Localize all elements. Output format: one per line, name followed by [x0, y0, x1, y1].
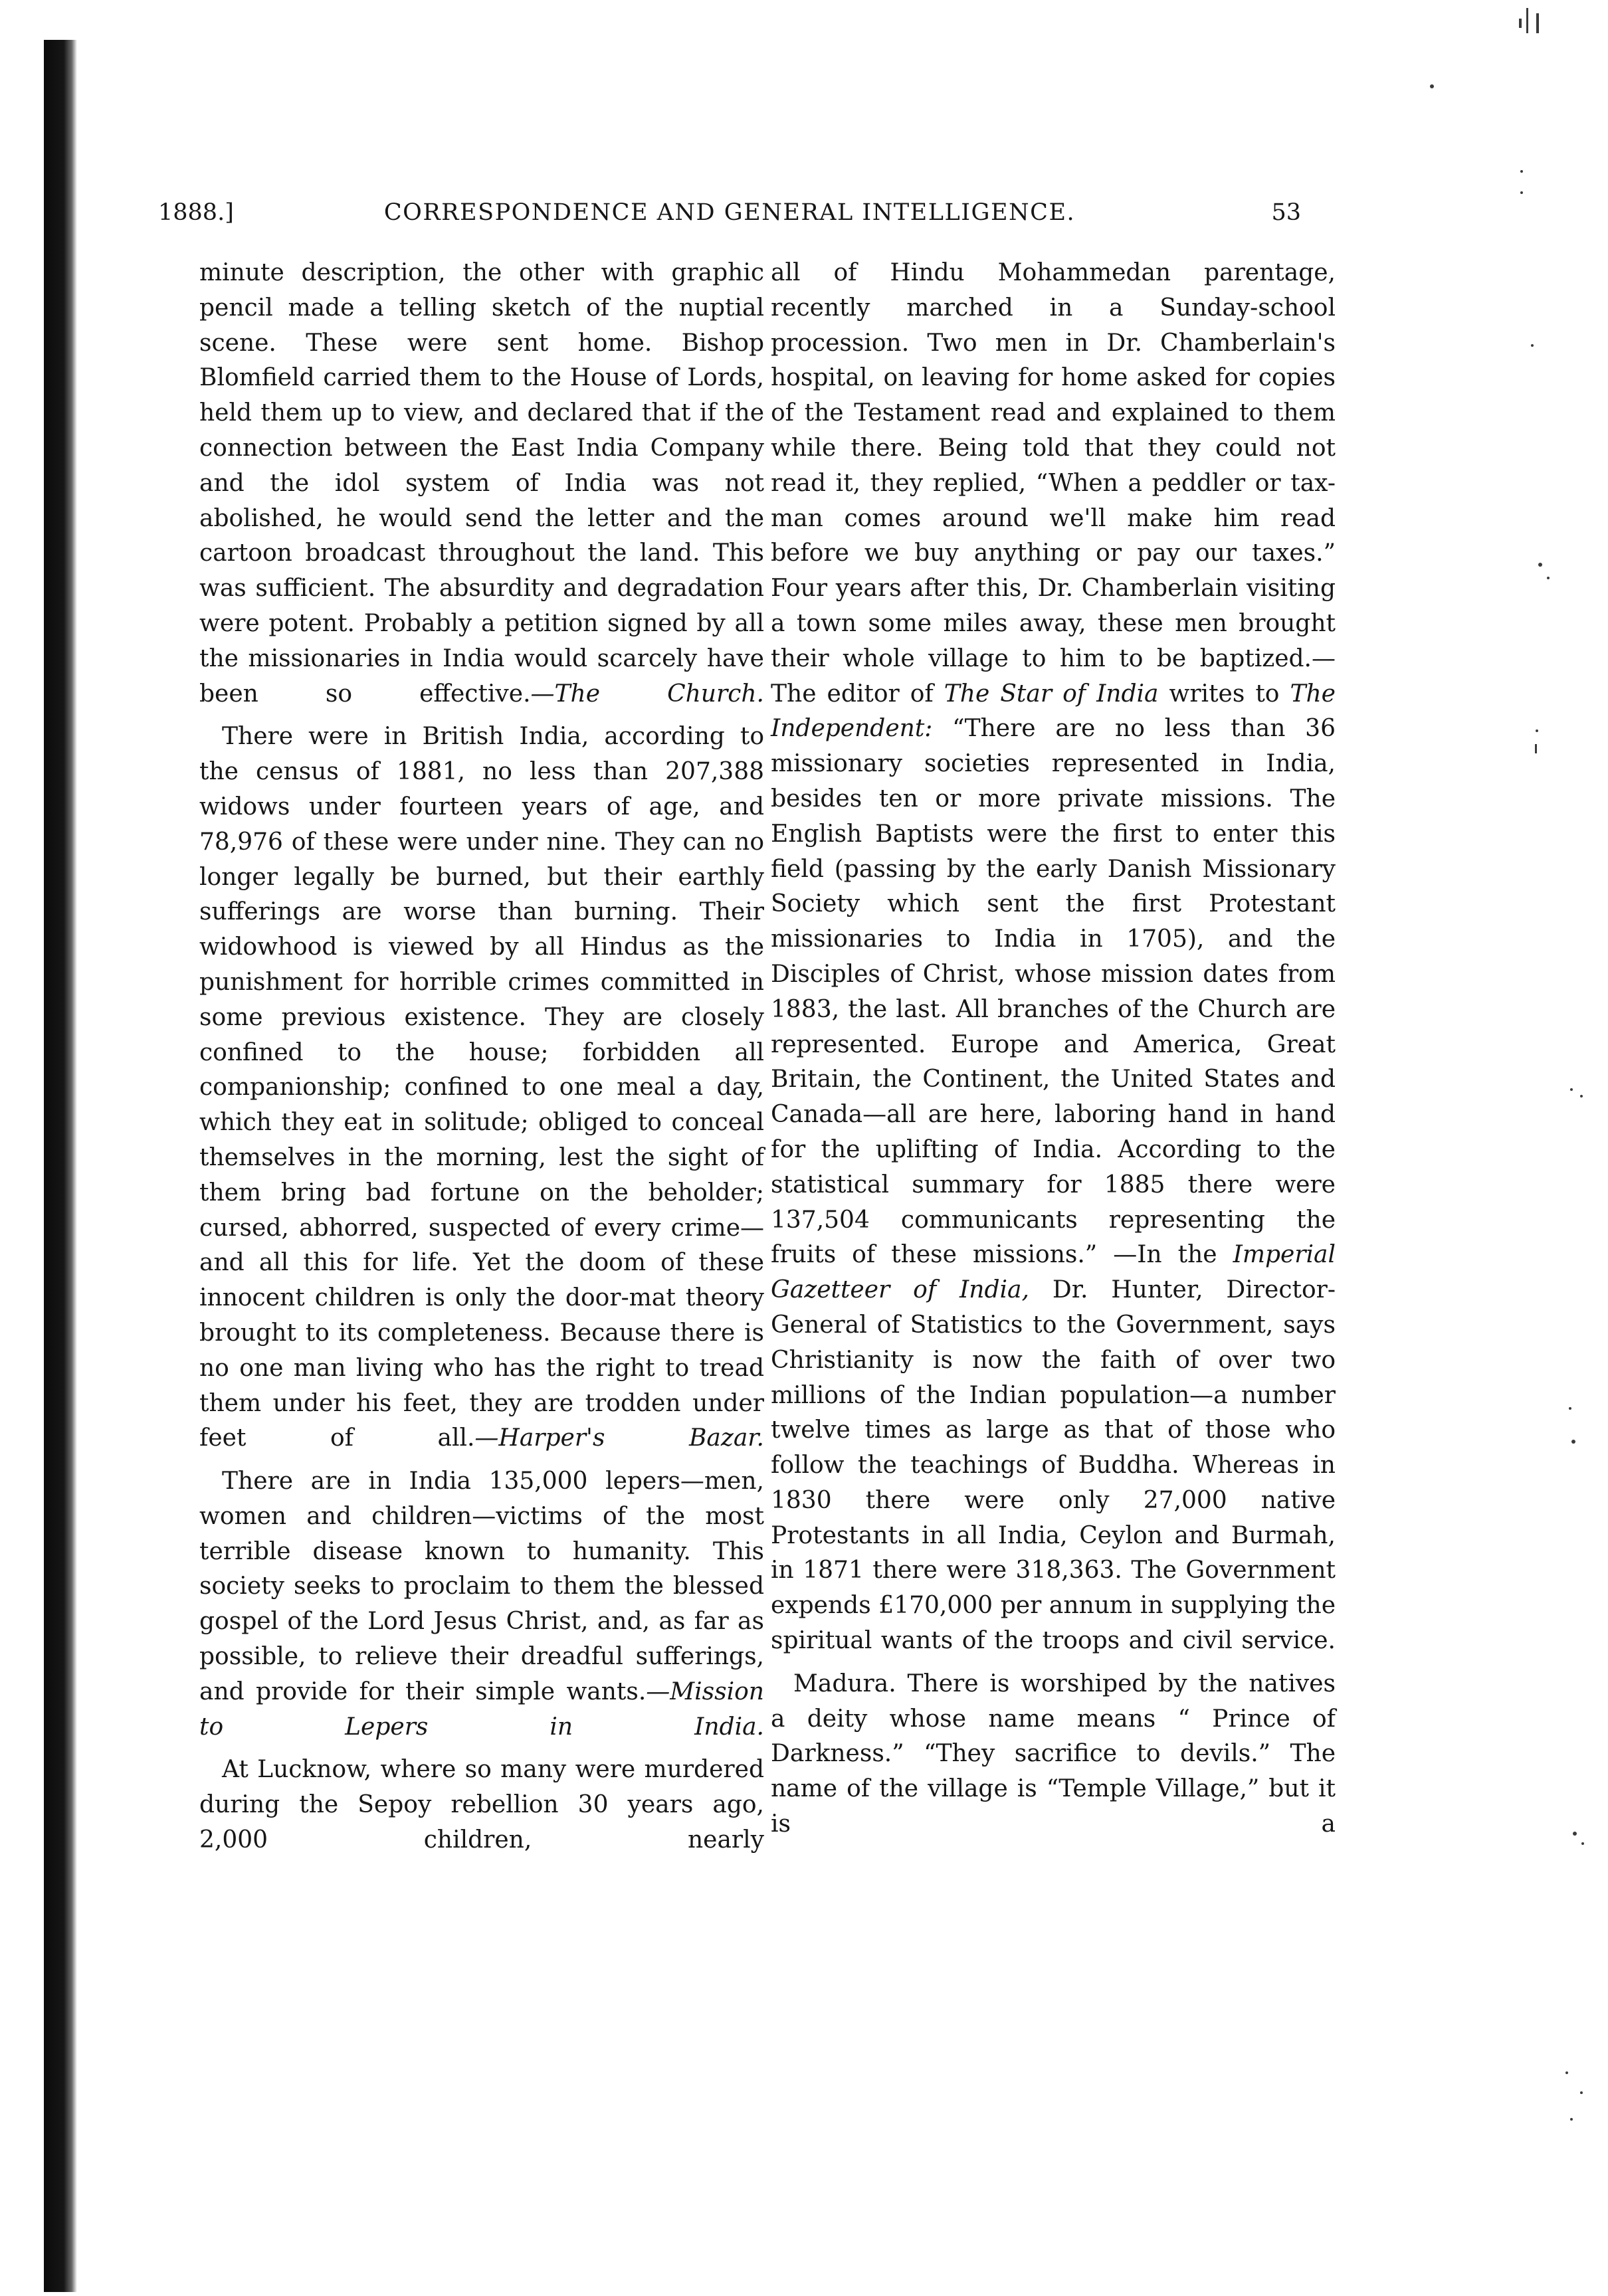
- page-number: 53: [1271, 199, 1301, 226]
- source-citation: —Harper's Bazar.: [474, 1424, 765, 1452]
- right-column: [771, 256, 1336, 1842]
- paragraph: all of Hindu Mohammedan parentage, recently marched in a Sunday-school procession. Two men in Dr. Chamberlain's hospital, on leaving for home asked for copies of the Testament read and explained to them while there. Being told that they could not read it, they replied, “When a peddler or tax-man comes around we'll make him read before we buy anything or pay our taxes.” Four years after this, Dr. Chamberlain visiting a town some miles away, these men brought their whole village to him to be baptized.—The editor of The Star of India writes to The Independent: “There are no less than 36 missionary societies represented in India, besides ten or more private missions. The English Baptists were the first to enter this field (passing by the early Danish Missionary Society which sent the first Protestant missionaries to India in 1705), and the Disciples of Christ, whose mission dates from 1883, the last. All branches of the Church are represented. Europe and America, Great Britain, the Continent, the United States and Canada—all are here, laboring hand in hand for the uplifting of India. According to the statistical summary for 1885 there were 137,504 communicants representing the fruits of these missions.” —In the Imperial Gazetteer of India, Dr. Hunter, Director-General of Statistics to the Government, says Christianity is now the faith of over two millions of the Indian population—a number twelve times as large as that of those who follow the teachings of Buddha. Whereas in 1830 there were only 27,000 native Protestants in all India, Ceylon and Burmah, in 1871 there were 318,363. The Government expends £170,000 per annum in supplying the spiritual wants of the troops and civil service.: [771, 259, 1336, 1655]
- publication-title: Imperial Gazetteer of India,: [771, 1241, 1336, 1304]
- paragraph: There are in India 135,000 lepers—men, women and children—victims of the most terrible disease known to humanity. This society seeks to proclaim to them the blessed gospel of the Lord Jesus Christ, and, as far as possible, to relieve their dreadful sufferings, and provide for their simple wants.—Mission to Lepers in India.: [199, 1468, 764, 1741]
- header-title: CORRESPONDENCE AND GENERAL INTELLIGENCE.: [383, 199, 1076, 226]
- header-year: 1888.]: [158, 199, 234, 226]
- paragraph: Madura. There is worshiped by the natives a deity whose name means “ Prince of Darkness.” “They sacrifice to devils.” The name of the village is “Temple Village,” but it is a: [771, 1670, 1336, 1838]
- publication-title: The Independent:: [771, 680, 1336, 743]
- source-citation: —Mission to Lepers in India.: [199, 1677, 764, 1741]
- paragraph: minute description, the other with graphic pencil made a telling sketch of the nuptial scene. These were sent home. Bishop Blomfield carried them to the House of Lords, held them up to view, and declared that if the connection between the East India Company and the idol system of India was not abolished, he would send the letter and the cartoon broadcast throughout the land. This was sufficient. The absurdity and degradation were potent. Probably a petition signed by all the missionaries in India would scarcely have been so effective.—The Church.: [199, 259, 764, 708]
- paragraph: At Lucknow, where so many were murdered during the Sepoy rebellion 30 years ago, 2,000 children, nearly: [199, 1756, 764, 1854]
- publication-title: The Star of India: [944, 680, 1159, 708]
- source-citation: —The Church.: [530, 680, 764, 708]
- running-head: [158, 197, 1301, 228]
- left-column: [199, 256, 764, 1858]
- paragraph: There were in British India, according to the census of 1881, no less than 207,388 widows under fourteen years of age, and 78,976 of these were under nine. They can no longer legally be burned, but their earthly sufferings are worse than burning. Their widowhood is viewed by all Hindus as the punishment for horrible crimes committed in some previous existence. They are closely confined to the house; forbidden all companionship; confined to one meal a day, which they eat in solitude; obliged to conceal themselves in the morning, lest the sight of them bring bad fortune on the beholder; cursed, abhorred, suspected of every crime—and all this for life. Yet the doom of these innocent children is only the door-mat theory brought to its completeness. Because there is no one man living who has the right to tread them under his feet, they are trodden under feet of all.—Harper's Bazar.: [199, 723, 765, 1452]
